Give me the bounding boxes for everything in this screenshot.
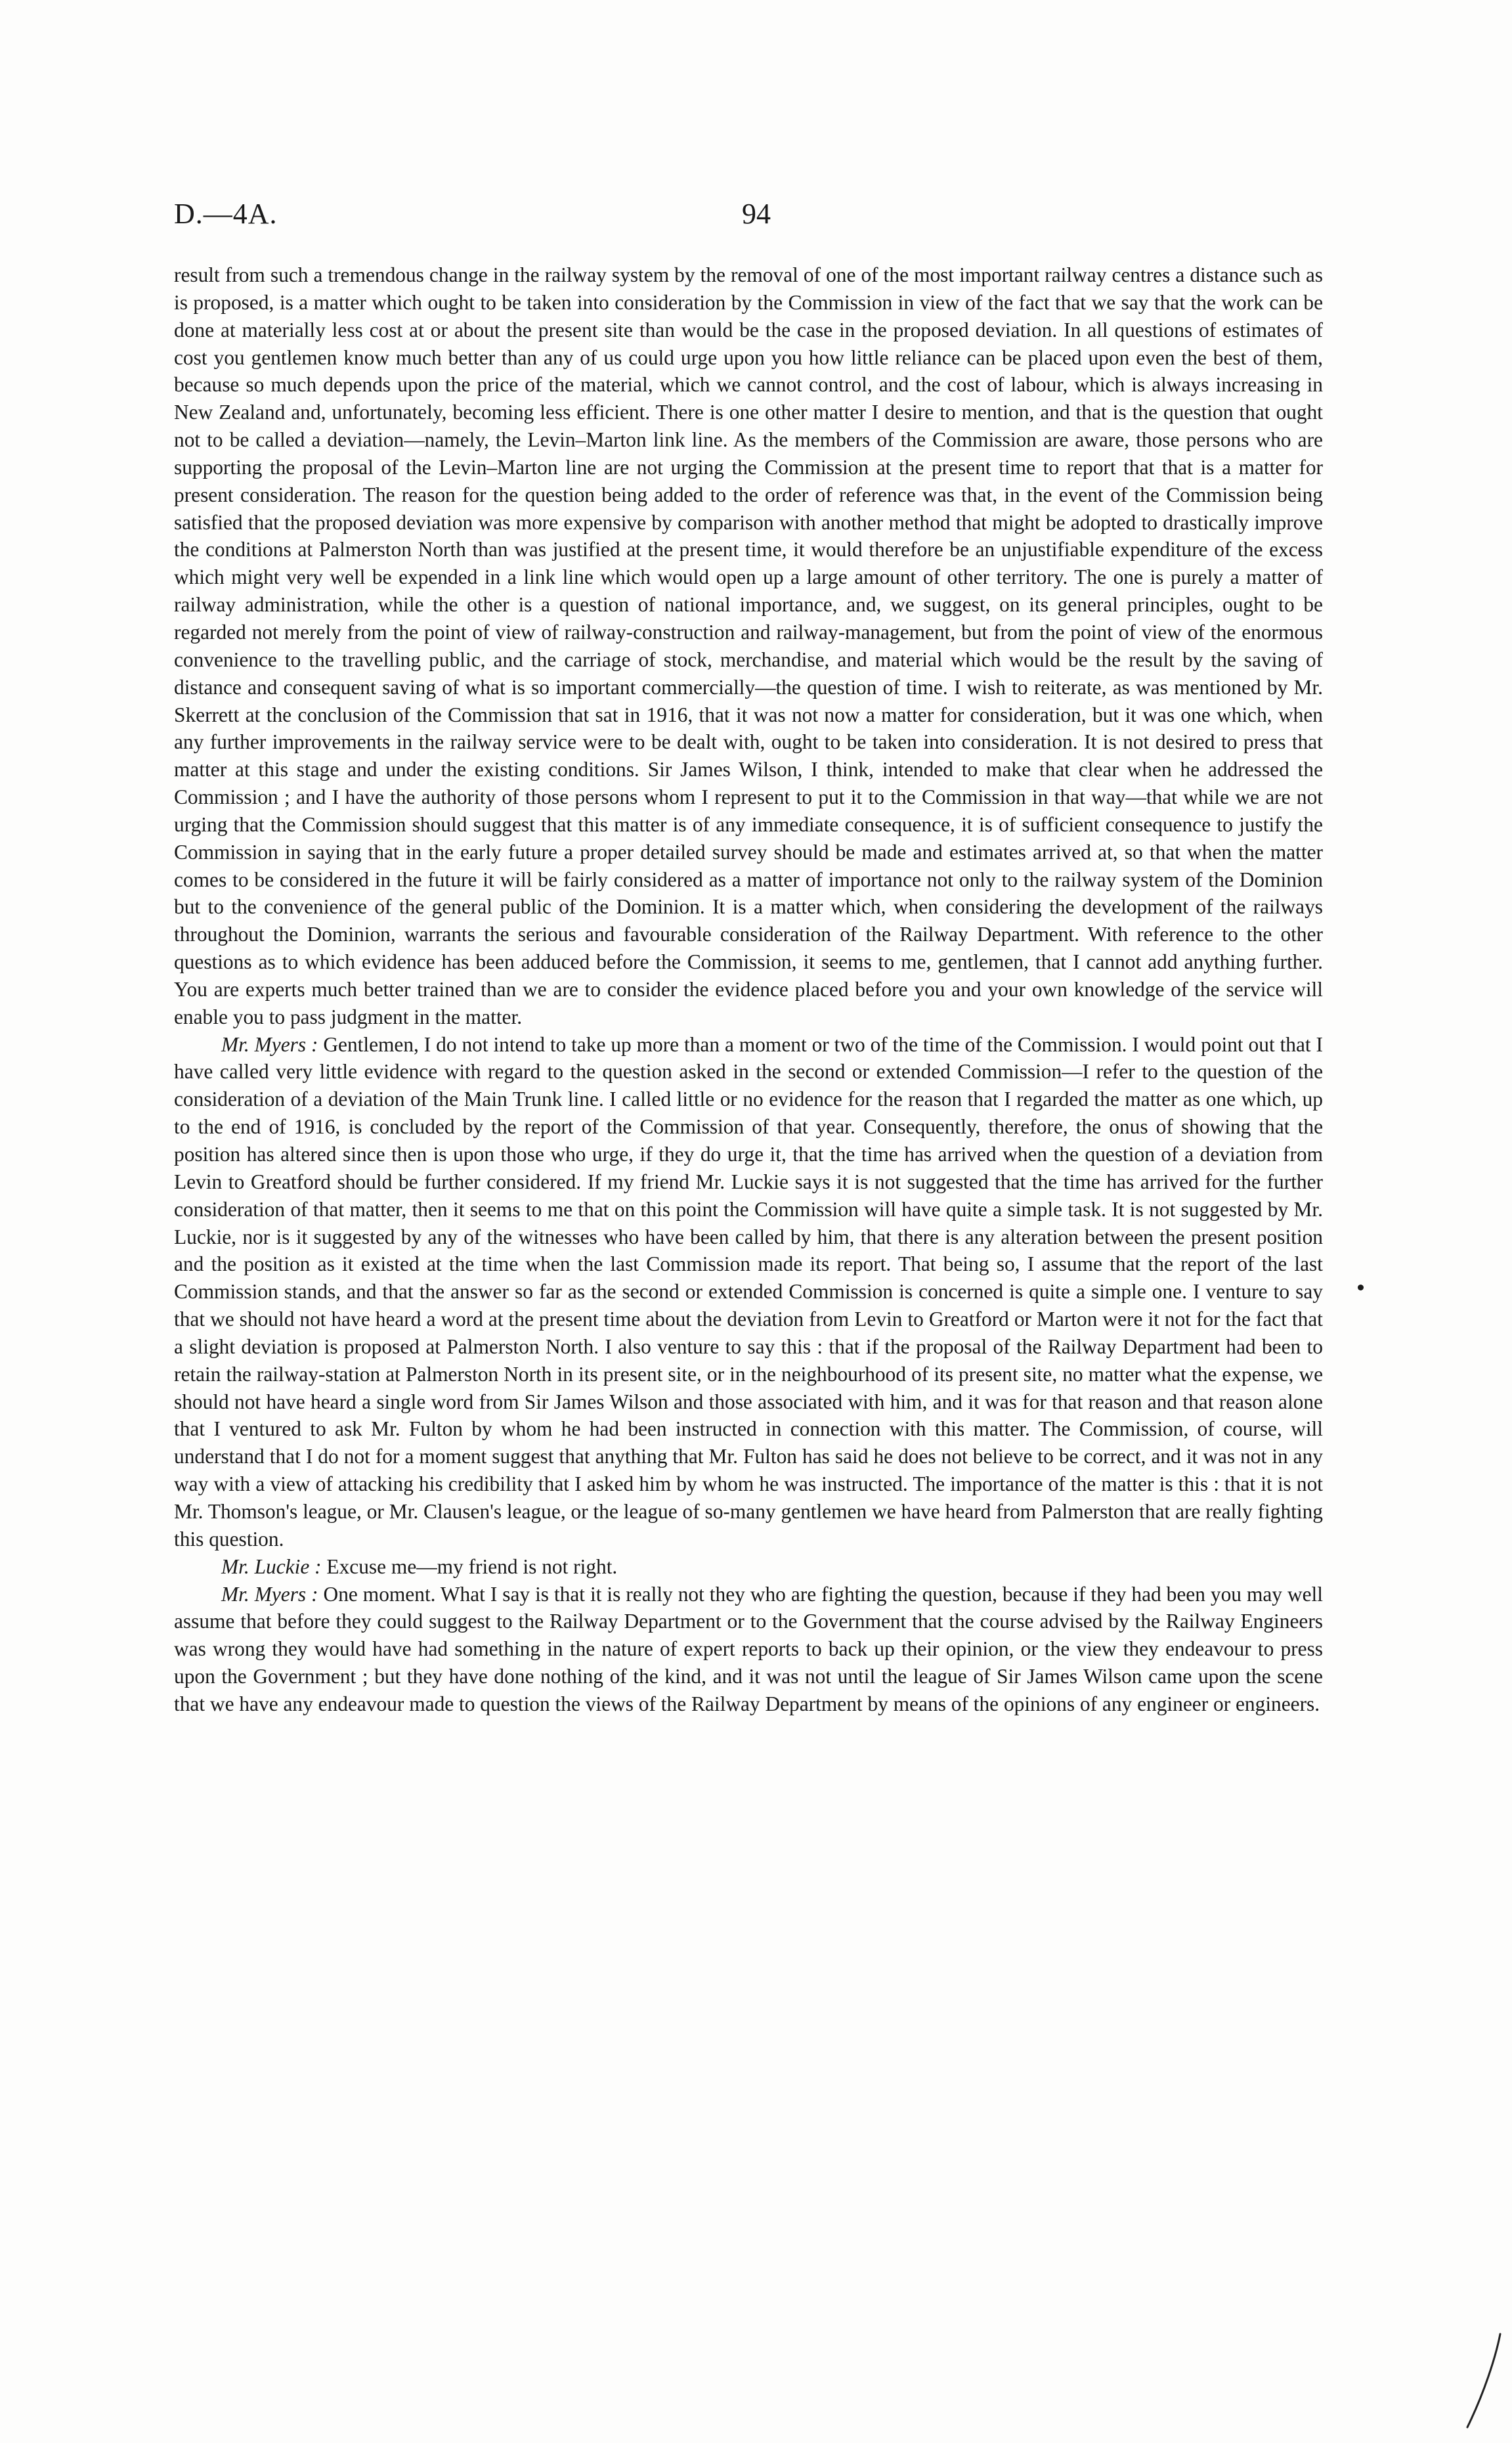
speaker-name: Mr. Luckie : — [221, 1554, 322, 1578]
paragraph-text: Gentlemen, I do not intend to take up more than a moment or two of the time of the Commission. I would point out that I have called very little evidence with regard to the question asked in the second or extended Commission—I refer to the question of the consideration of a deviation of the Main Trunk line. I called little or no evidence for the reason that I regarded the matter as one which, up to the end of 1916, is concluded by the report of the Commission of that year. Consequently, therefore, the onus of showing that the position has altered since then is upon those who urge, if they do urge it, that the time has arrived when the question of a deviation from Levin to Greatford should be further considered. If my friend Mr. Luckie says it is not suggested that the time has arrived for the further consideration of that matter, then it seems to me that on this point the Commission will have quite a simple task. It is not suggested by Mr. Luckie, nor is it suggested by any of the witnesses who have been called by him, that there is any alteration between the present position and the position as it existed at the time when the last Commission made its report. That being so, I assume that the report of the last Commission stands, and that the answer so far as the second or extended Commission is concerned is quite a simple one. I venture to say that we should not have heard a word at the present time about the deviation from Levin to Greatford or Marton were it not for the fact that a slight deviation is proposed at Palmerston North. I also venture to say this : that if the proposal of the Railway Department had been to retain the railway-station at Palmerston North in its present site, or in the neighbourhood of its present site, no matter what the expense, we should not have heard a single word from Sir James Wilson and those associated with him, and it was for that reason and that reason alone that I ventured to ask Mr. Fulton by whom he had been instructed in connection with this matter. The Commission, of course, will understand that I do not for a moment suggest that anything that Mr. Fulton has said he does not believe to be correct, and it was not in any way with a view of attacking his credibility that I asked him by whom he was instructed. The importance of the matter is this : that it is not Mr. Thomson's league, or Mr. Clausen's league, or the league of so-many gentlemen we have heard from Palmerston that are really fighting this question. — [174, 1032, 1323, 1551]
paragraph-continuation — [174, 261, 1323, 1031]
paragraph-myers-1 — [174, 1031, 1323, 1553]
paragraph-luckie — [174, 1553, 1323, 1581]
margin-dot-mark — [1358, 1285, 1364, 1290]
page-header — [174, 197, 1323, 236]
body-text — [174, 261, 1323, 1718]
document-reference: D.—4A. — [174, 198, 278, 230]
speaker-name: Mr. Myers : — [221, 1582, 318, 1606]
corner-pen-mark — [1464, 2331, 1503, 2430]
page-number: 94 — [742, 198, 771, 230]
paragraph-text: result from such a tremendous change in the railway system by the removal of one of the most important railway centres a distance such as is proposed, is a matter which ought to be taken into consideration by the Commission in view of the fact that we say that the work can be done at materially less cost at or about the present site than would be the case in the proposed deviation. In all questions of estimates of cost you gentlemen know much better than any of us could urge upon you how little reliance can be placed upon even the best of them, because so much depends upon the price of the material, which we cannot control, and the cost of labour, which is always increasing in New Zealand and, unfortunately, becoming less efficient. There is one other matter I desire to mention, and that is the question that ought not to be called a deviation—namely, the Levin–Marton link line. As the members of the Commission are aware, those persons who are supporting the proposal of the Levin–Marton line are not urging the Commission at the present time to report that that is a matter for present consideration. The reason for the question being added to the order of reference was that, in the event of the Commission being satisfied that the proposed deviation was more expensive by comparison with another method that might be adopted to drastically improve the conditions at Palmerston North than was justified at the present time, it would therefore be an unjustifiable expenditure of the excess which might very well be expended in a link line which would open up a large amount of other territory. The one is purely a matter of railway administration, while the other is a question of national importance, and, we suggest, on its general principles, ought to be regarded not merely from the point of view of railway-construction and railway-management, but from the point of view of the enormous convenience to the travelling public, and the carriage of stock, merchandise, and material which would be the result by the saving of distance and consequent saving of what is so important commercially—the question of time. I wish to reiterate, as was mentioned by Mr. Skerrett at the conclusion of the Commission that sat in 1916, that it was not now a matter for consideration, but it was one which, when any further improvements in the railway service were to be dealt with, ought to be taken into consideration. It is not desired to press that matter at this stage and under the existing conditions. Sir James Wilson, I think, intended to make that clear when he addressed the Commission ; and I have the authority of those persons whom I represent to put it to the Commission in that way—that while we are not urging that the Commission should suggest that this matter is of any immediate consequence, it is of sufficient consequence to justify the Commission in saying that in the early future a proper detailed survey should be made and estimates arrived at, so that when the matter comes to be considered in the future it will be fairly considered as a matter of importance not only to the railway system of the Dominion but to the convenience of the general public of the Dominion. It is a matter which, when considering the development of the railways throughout the Dominion, warrants the serious and favourable consideration of the Railway Department. With reference to the other questions as to which evidence has been adduced before the Commission, it seems to me, gentlemen, that I cannot add anything further. You are experts much better trained than we are to consider the evidence placed before you and your own knowledge of the service will enable you to pass judgment in the matter. — [174, 263, 1323, 1028]
paragraph-text: Excuse me—my friend is not right. — [321, 1554, 618, 1578]
paragraph-text: One moment. What I say is that it is really not they who are fighting the question, because if they had been you may well assume that before they could suggest to the Railway Department or to the Government that the course advised by the Railway Engineers was wrong they would have had something in the nature of expert reports to back up their opinion, or the view they endeavour to press upon the Government ; but they have done nothing of the kind, and it was not until the league of Sir James Wilson came upon the scene that we have any endeavour made to question the views of the Railway Department by means of the opinions of any engineer or engineers. — [174, 1582, 1323, 1715]
speaker-name: Mr. Myers : — [221, 1032, 318, 1056]
paragraph-myers-2 — [174, 1581, 1323, 1718]
